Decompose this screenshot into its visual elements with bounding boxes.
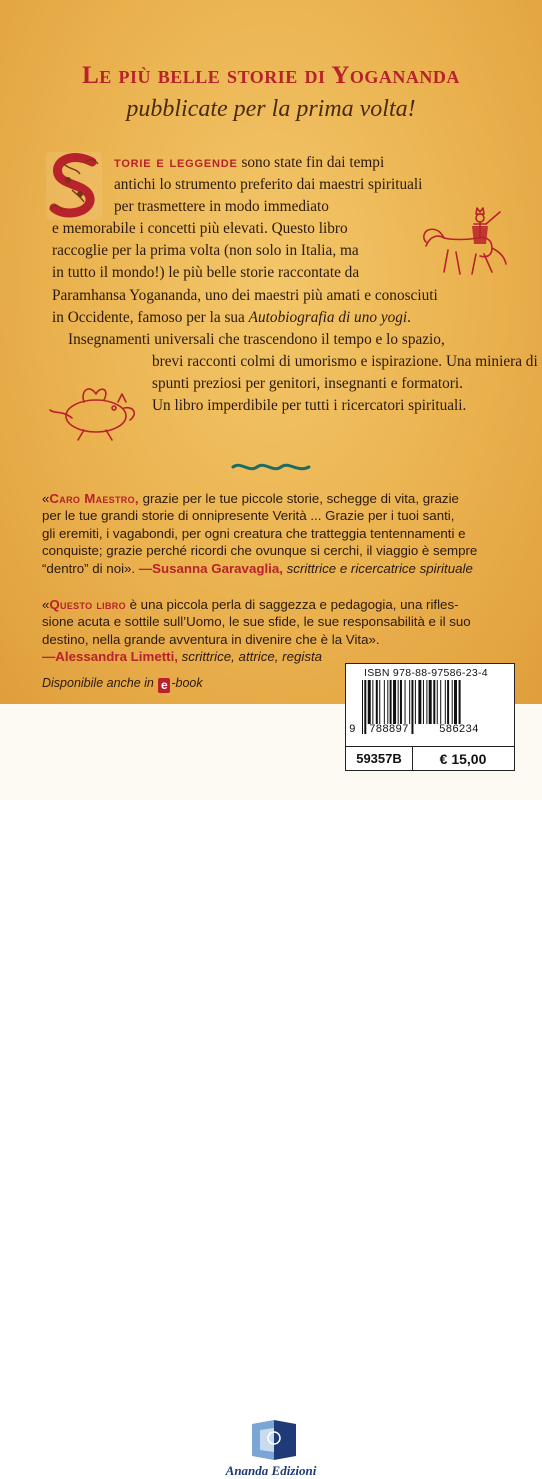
barcode-bar [387,680,388,724]
story-punct: . [407,308,411,326]
barcode-bar [364,680,366,734]
barcode-bar [405,680,406,724]
barcode-bar [445,680,446,724]
story-line: in Occidente, famoso per la sua [52,308,249,326]
quote-text: è una piccola perla di saggezza e pedagogia, una rifles- [125,597,459,612]
barcode-bar [368,680,371,724]
isbn-number: ISBN 978-88-97586-23-4 [364,667,488,679]
quote-lead: Questo libro [49,597,126,612]
quote-lead: Caro Maestro, [49,491,139,506]
quote-open-mark: « [42,491,50,506]
quote-author: —Alessandra Limetti, [42,649,178,665]
barcode-bar [376,680,378,724]
story-line: Insegnamenti universali che trascendono il tempo e lo spazio, [68,330,445,348]
knight-on-horse-icon [420,200,512,282]
product-code: 59357B [346,747,413,771]
barcode-bar [429,680,432,724]
quote-text: gli eremiti, i vagabondi, per ogni creatura che tratteggia tentennamenti e [42,525,466,541]
ananda-edizioni-logo-icon [232,1416,316,1464]
flying-pig-icon [44,380,140,444]
quote-text: sione acuta e sottile sull’Uomo, le sue sfide, le sue responsabilità e il suo [42,614,471,630]
story-line: e memorabile i concetti più elevati. Questo libro [52,220,348,238]
quote-text: per le tue grandi storie di onnipresente Verità ... Grazie per i tuoi santi, [42,508,455,524]
quote-author: —Susanna Garavaglia, [135,560,283,576]
barcode-bar [423,680,424,724]
publisher-name: Ananda Edizioni [225,1463,317,1478]
barcode-bar [384,680,385,724]
price: € 15,00 [439,751,487,767]
divider-wave-icon [231,460,311,474]
back-cover [0,0,542,704]
story-line: in tutto il mondo!) le più belle storie raccontate da [52,264,360,282]
story-line: Un libro imperdibile per tutti i ricercatori spirituali. [152,397,467,415]
barcode-bar [433,680,435,724]
barcode-bar [415,680,416,724]
barcode-bar [400,680,402,724]
quote-text: “dentro” di noi». [42,560,136,576]
headline-title: Le più belle storie di Yogananda [82,62,460,89]
quote-garavaglia [42,490,508,577]
ebook-suffix: -book [171,676,203,690]
headline-subtitle: pubblicate per la prima volta! [126,96,416,122]
barcode-group-2: 586234 [439,724,479,736]
story-line: raccoglie per la prima volta (non solo in Italia, ma [52,242,359,260]
barcode-bar [390,680,392,724]
ebook-prefix: Disponibile anche in [42,676,158,690]
quote-author-role: scrittrice e ricercatrice spirituale [282,560,473,576]
barcode-bar [409,680,410,724]
ebook-availability [42,676,203,693]
barcode-bar [426,680,427,724]
isbn-barcode [345,663,515,771]
barcode-bar [411,680,413,734]
barcode-bar [362,680,363,734]
quote-limetti [42,596,508,666]
quote-text: grazie per le tue piccole storie, schegge di vita, grazie [138,491,459,506]
quote-text: destino, nella grande avventura in divenire che è la Vita». [42,631,380,647]
story-lead-caps: torie e leggende [114,154,238,171]
quote-author-role: scrittrice, attrice, regista [177,649,323,665]
barcode-bar [418,680,421,724]
barcode-group-1: 788897 [369,724,409,736]
barcode-bar [440,680,441,724]
story-line: brevi racconti colmi di umorismo e ispirazione. Una miniera di [152,352,538,370]
story-line: sono state fin dai tempi [237,154,385,171]
barcode-bar [398,680,399,724]
story-line: Paramhansa Yogananda, uno dei maestri più amati e conosciuti [52,286,438,304]
barcode-bar [372,680,373,724]
quote-open-mark: « [42,597,50,612]
ebook-e-badge-icon: e [158,678,170,693]
barcode-bar [393,680,396,724]
barcode-bar [452,680,453,724]
barcode-digit-first: 9 [349,724,356,736]
barcode-bar [379,680,380,724]
barcode-bar [437,680,438,724]
story-line: per trasmettere in modo immediato [114,198,329,216]
book-title: Autobiografia di uno yogi [248,308,408,326]
story-text [52,152,538,417]
barcode-bar [454,680,457,724]
barcode-code-row [346,746,514,771]
barcode-bar [447,680,449,724]
story-line: spunti preziosi per genitori, insegnanti e formatori. [152,374,463,392]
quote-text: conquiste; grazie perché ricordi che ovunque si cerchi, il viaggio è sempre [42,543,478,559]
story-line: antichi lo strumento preferito dai maestri spirituali [114,176,423,194]
